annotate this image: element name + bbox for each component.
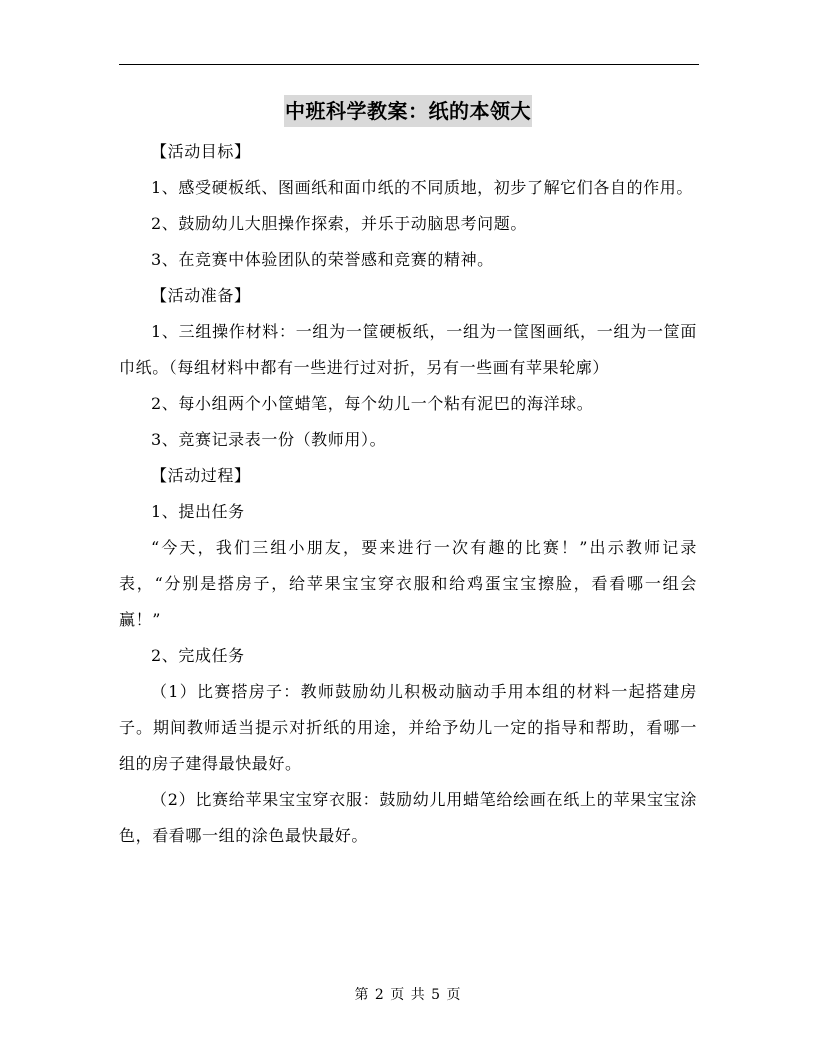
preparation-item-1: 1、三组操作材料：一组为一筐硬板纸，一组为一筐图画纸，一组为一筐面巾纸。（每组材料中都有一些进行过对折，另有一些画有苹果轮廓） — [119, 322, 697, 377]
process-step-2-item-2: （2）比赛给苹果宝宝穿衣服：鼓励幼儿用蜡笔给绘画在纸上的苹果宝宝涂色，看看哪一组的涂色最快最好。 — [119, 790, 697, 845]
preparation-item-2: 2、每小组两个小筐蜡笔，每个幼儿一个粘有泥巴的海洋球。 — [151, 394, 594, 413]
goal-item-3: 3、在竞赛中体验团队的荣誉感和竞赛的精神。 — [151, 250, 494, 269]
process-step-2-heading: 2、完成任务 — [151, 646, 245, 665]
process-step-1-text: “今天，我们三组小朋友，要来进行一次有趣的比赛！”出示教师记录表，“分别是搭房子，给苹果宝宝穿衣服和给鸡蛋宝宝擦脸，看看哪一组会赢！” — [119, 538, 697, 629]
section-heading-goals: 【活动目标】 — [151, 142, 251, 161]
header-rule — [119, 64, 699, 65]
section-heading-process: 【活动过程】 — [151, 466, 251, 485]
preparation-item-3: 3、竞赛记录表一份（教师用）。 — [151, 430, 387, 449]
process-step-2-item-1: （1）比赛搭房子：教师鼓励幼儿积极动脑动手用本组的材料一起搭建房子。期间教师适当提示对折纸的用途，并给予幼儿一定的指导和帮助，看哪一组的房子建得最快最好。 — [119, 682, 697, 773]
title-container — [0, 95, 816, 127]
document-body — [119, 134, 697, 854]
section-heading-preparation: 【活动准备】 — [151, 286, 251, 305]
page-footer: 第 2 页 共 5 页 — [354, 987, 462, 1003]
document-title: 中班科学教案：纸的本领大 — [284, 95, 532, 127]
goal-item-1: 1、感受硬板纸、图画纸和面巾纸的不同质地，初步了解它们各自的作用。 — [151, 178, 693, 197]
goal-item-2: 2、鼓励幼儿大胆操作探索，并乐于动脑思考问题。 — [151, 214, 527, 233]
process-step-1-heading: 1、提出任务 — [151, 502, 245, 521]
